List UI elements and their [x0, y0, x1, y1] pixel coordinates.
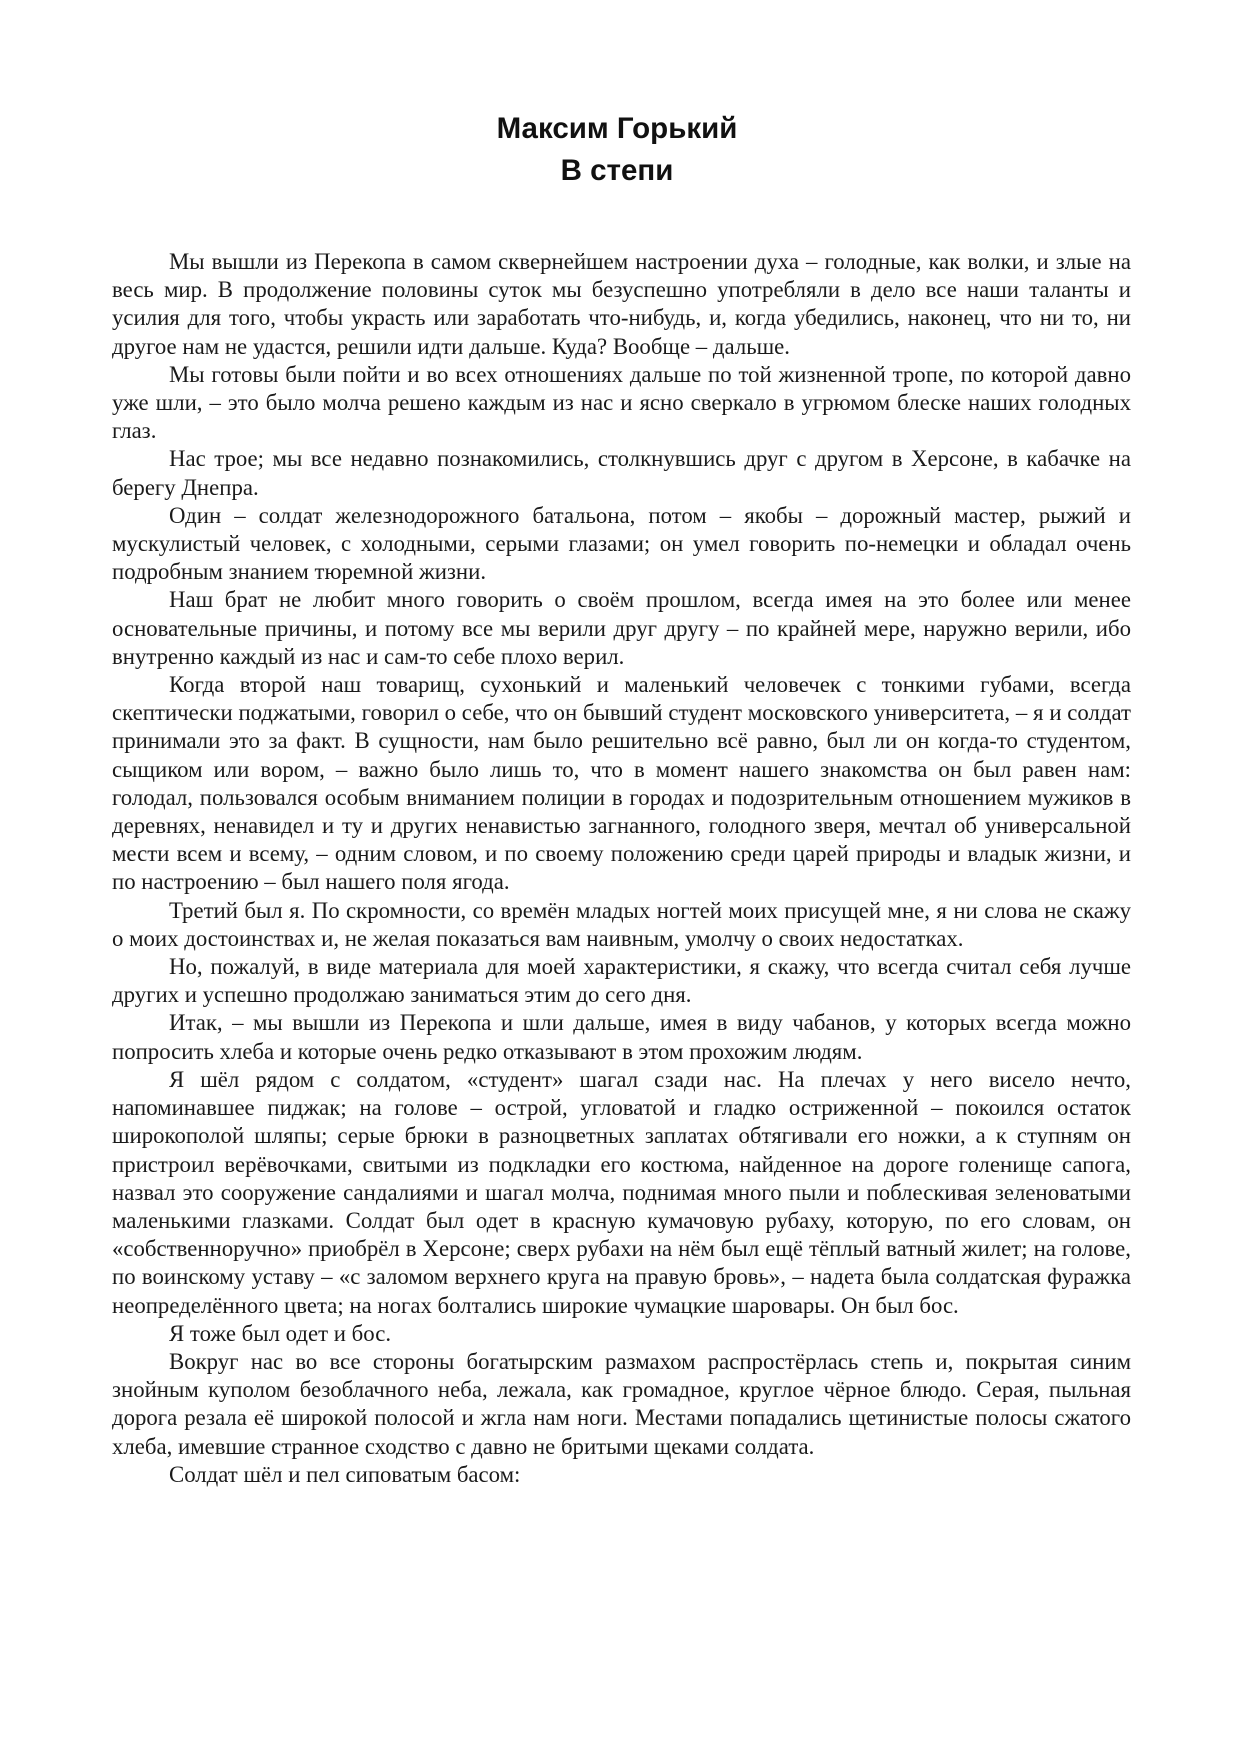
paragraph: Но, пожалуй, в виде материала для моей характеристики, я скажу, что всегда считал себя лучше других и успешно продолжаю заниматься этим до сего дня. [112, 954, 1131, 1008]
paragraph: Я шёл рядом с солдатом, «студент» шагал сзади нас. На плечах у него висело нечто, напоминавшее пиджак; на голове – острой, угловатой и гладко остриженной – покоился остаток широкополой шляпы; серые брюки в разноцветных заплатах обтягивали его ножки, а к ступням он пристроил верёвочками, свитыми из подкладки его костюма, найденное на дороге голенище сапога, назвал это сооружение сандалиями и шагал молча, поднимая много пыли и поблескивая зеленоватыми маленькими глазками. Солдат был одет в красную кумачовую рубаху, которую, по его словам, он «собственноручно» приобрёл в Херсоне; сверх рубахи на нём был ещё тёплый ватный жилет; на голове, по воинскому уставу – «с заломом верхнего круга на правую бровь», – надета была солдатская фуражка неопределённого цвета; на ногах болтались широкие чумацкие шаровары. Он был бос. [112, 1066, 1131, 1318]
title-block [0, 108, 1234, 192]
paragraph: Итак, – мы вышли из Перекопа и шли дальше, имея в виду чабанов, у которых всегда можно попросить хлеба и которые очень редко отказывают в этом прохожим людям. [112, 1010, 1131, 1064]
story-body [112, 248, 1131, 1489]
paragraph: Третий был я. По скромности, со времён младых ногтей моих присущей мне, я ни слова не скажу о моих достоинствах и, не желая показаться вам наивным, умолчу о своих недостатках. [112, 897, 1131, 951]
story-title: В степи [560, 154, 674, 187]
paragraph: Мы вышли из Перекопа в самом сквернейшем настроении духа – голодные, как волки, и злые на весь мир. В продолжение половины суток мы безуспешно употребляли в дело все наши таланты и усилия для того, чтобы украсть или заработать что-нибудь, и, когда убедились, наконец, что ни то, ни другое нам не удастся, решили идти дальше. Куда? Вообще – дальше. [112, 249, 1131, 359]
paragraph: Вокруг нас во все стороны богатырским размахом распростёрлась степь и, покрытая синим знойным куполом безоблачного неба, лежала, как громадное, круглое чёрное блюдо. Серая, пыльная дорога резала её широкой полосой и жгла нам ноги. Местами попадались щетинистые полосы сжатого хлеба, имевшие странное сходство с давно не бритыми щеками солдата. [112, 1348, 1131, 1459]
paragraph: Один – солдат железнодорожного батальона, потом – якобы – дорожный мастер, рыжий и мускулистый человек, с холодными, серыми глазами; он умел говорить по-немецки и обладал очень подробным знанием тюремной жизни. [112, 502, 1131, 585]
paragraph: Солдат шёл и пел сиповатым басом: [169, 1461, 521, 1487]
paragraph: Когда второй наш товарищ, сухонький и маленький человечек с тонкими губами, всегда скептически поджатыми, говорил о себе, что он бывший студент московского университета, – я и солдат принимали это за факт. В сущности, нам было решительно всё равно, был ли он когда-то студентом, сыщиком или вором, – важно было лишь то, что в момент нашего знакомства он был равен нам: голодал, пользовался особым вниманием полиции в городах и подозрительным отношением мужиков в деревнях, ненавидел и ту и других ненавистью загнанного, голодного зверя, мечтал об универсальной мести всем и всему, – одним словом, и по своему положению среди царей природы и владык жизни, и по настроению – был нашего поля ягода. [112, 672, 1131, 895]
paragraph: Мы готовы были пойти и во всех отношениях дальше по той жизненной тропе, по которой давно уже шли, – это было молча решено каждым из нас и ясно сверкало в угрюмом блеске наших голодных глаз. [112, 361, 1131, 444]
paragraph: Я тоже был одет и бос. [169, 1320, 392, 1346]
paragraph: Нас трое; мы все недавно познакомились, столкнувшись друг с другом в Херсоне, в кабачке на берегу Днепра. [112, 446, 1131, 500]
paragraph: Наш брат не любит много говорить о своём прошлом, всегда имея на это более или менее основательные причины, и потому все мы верили друг другу – по крайней мере, наружно верили, ибо внутренно каждый из нас и сам-то себе плохо верил. [112, 587, 1131, 669]
author-name: Максим Горький [496, 112, 738, 145]
